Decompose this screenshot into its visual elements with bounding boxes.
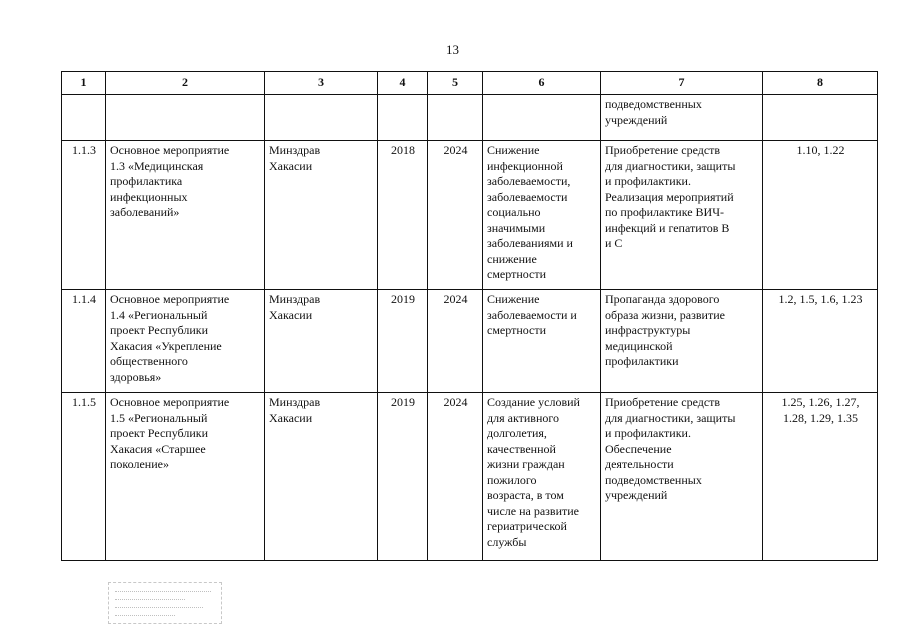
cell-result [483,95,601,141]
cell-actions: Приобретение средств для диагностики, защиты и профилактики. Обеспечение деятельности подведомственных учреждений [601,393,763,561]
cell-end-year: 2024 [428,290,483,393]
cell-executor: Минздрав Хакасии [265,290,378,393]
cell-end-year [428,95,483,141]
cell-executor: Минздрав Хакасии [265,141,378,290]
table-row [62,290,878,393]
cell-event: Основное мероприятие 1.5 «Региональный проект Республики Хакасия «Старшее поколение» [106,393,265,561]
cell-num [62,95,106,141]
table-row [62,95,878,141]
cell-event: Основное мероприятие 1.3 «Медицинская профилактика инфекционных заболеваний» [106,141,265,290]
program-table [61,71,878,561]
table-row [62,393,878,561]
cell-actions: Пропаганда здорового образа жизни, развитие инфраструктуры медицинской профилактики [601,290,763,393]
cell-num: 1.1.3 [62,141,106,290]
header-row [62,72,878,95]
cell-actions: подведомственных учреждений [601,95,763,141]
header-col-1: 1 [62,72,106,95]
cell-result: Снижение инфекционной заболеваемости, заболеваемости социально значимыми заболеваниями и снижение смертности [483,141,601,290]
cell-start-year [378,95,428,141]
table-row [62,141,878,290]
cell-result: Создание условий для активного долголетия, качественной жизни граждан пожилого возраста, в том числе на развитие гериатрической службы [483,393,601,561]
cell-result: Снижение заболеваемости и смертности [483,290,601,393]
cell-actions: Приобретение средств для диагностики, защиты и профилактики. Реализация мероприятий по профилактике ВИЧ- инфекций и гепатитов В и С [601,141,763,290]
cell-end-year: 2024 [428,141,483,290]
cell-indicators: 1.10, 1.22 [763,141,878,290]
cell-indicators: 1.2, 1.5, 1.6, 1.23 [763,290,878,393]
cell-start-year: 2018 [378,141,428,290]
cell-start-year: 2019 [378,290,428,393]
header-col-3: 3 [265,72,378,95]
header-col-7: 7 [601,72,763,95]
cell-num: 1.1.5 [62,393,106,561]
cell-indicators [763,95,878,141]
header-col-5: 5 [428,72,483,95]
cell-num: 1.1.4 [62,290,106,393]
cell-start-year: 2019 [378,393,428,561]
cell-indicators: 1.25, 1.26, 1.27, 1.28, 1.29, 1.35 [763,393,878,561]
page-number: 13 [446,42,459,57]
cell-event: Основное мероприятие 1.4 «Региональный проект Республики Хакасия «Укрепление общественного здоровья» [106,290,265,393]
header-col-8: 8 [763,72,878,95]
cell-executor [265,95,378,141]
electronic-signature-stamp [108,582,222,624]
cell-executor: Минздрав Хакасии [265,393,378,561]
header-col-4: 4 [378,72,428,95]
cell-event [106,95,265,141]
header-col-6: 6 [483,72,601,95]
header-col-2: 2 [106,72,265,95]
cell-end-year: 2024 [428,393,483,561]
